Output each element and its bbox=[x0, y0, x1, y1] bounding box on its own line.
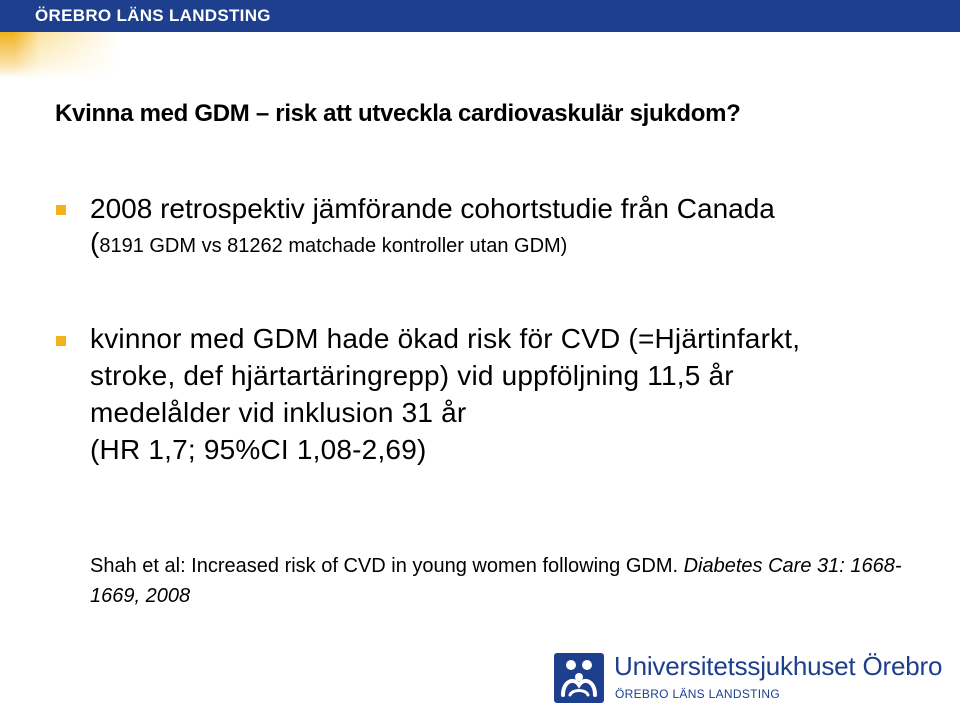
reference-journal: Diabetes Care 31: 1668-1669, 2008 bbox=[90, 555, 902, 607]
square-bullet-icon bbox=[56, 336, 66, 346]
bullet-1-line-1: 2008 retrospektiv jämförande cohortstudie från Canada bbox=[90, 193, 775, 224]
bullet-2-line-4: (HR 1,7; 95%CI 1,08-2,69) bbox=[90, 434, 427, 465]
square-bullet-icon bbox=[56, 205, 66, 215]
logo-subtitle: ÖREBRO LÄNS LANDSTING bbox=[615, 687, 781, 701]
bullet-study-description bbox=[90, 190, 930, 263]
bullet-results bbox=[90, 320, 910, 468]
header-organization: ÖREBRO LÄNS LANDSTING bbox=[35, 6, 271, 25]
bullet-1-details: 8191 GDM vs 81262 matchade kontroller utan GDM) bbox=[99, 235, 568, 257]
slide-title: Kvinna med GDM – risk att utveckla cardiovaskulär sjukdom? bbox=[55, 100, 741, 127]
bullet-1-line-2 bbox=[90, 228, 930, 263]
bullet-2-line-2: stroke, def hjärtartäringrepp) vid uppföljning 11,5 år bbox=[90, 360, 734, 391]
bullet-2-line-3: medelålder vid inklusion 31 år bbox=[90, 397, 467, 428]
hospital-logo bbox=[554, 653, 944, 709]
family-logo-icon bbox=[554, 653, 604, 703]
reference-citation bbox=[90, 551, 920, 611]
header-band bbox=[0, 0, 960, 32]
reference-authors-title: Shah et al: Increased risk of CVD in young women following GDM. bbox=[90, 555, 684, 577]
bullet-2-line-1: kvinnor med GDM hade ökad risk för CVD (=Hjärtinfarkt, bbox=[90, 323, 801, 354]
header-accent-fade bbox=[0, 32, 960, 78]
bullet-1-open-paren: ( bbox=[90, 227, 100, 258]
logo-hospital-name: Universitetssjukhuset Örebro bbox=[614, 651, 943, 681]
